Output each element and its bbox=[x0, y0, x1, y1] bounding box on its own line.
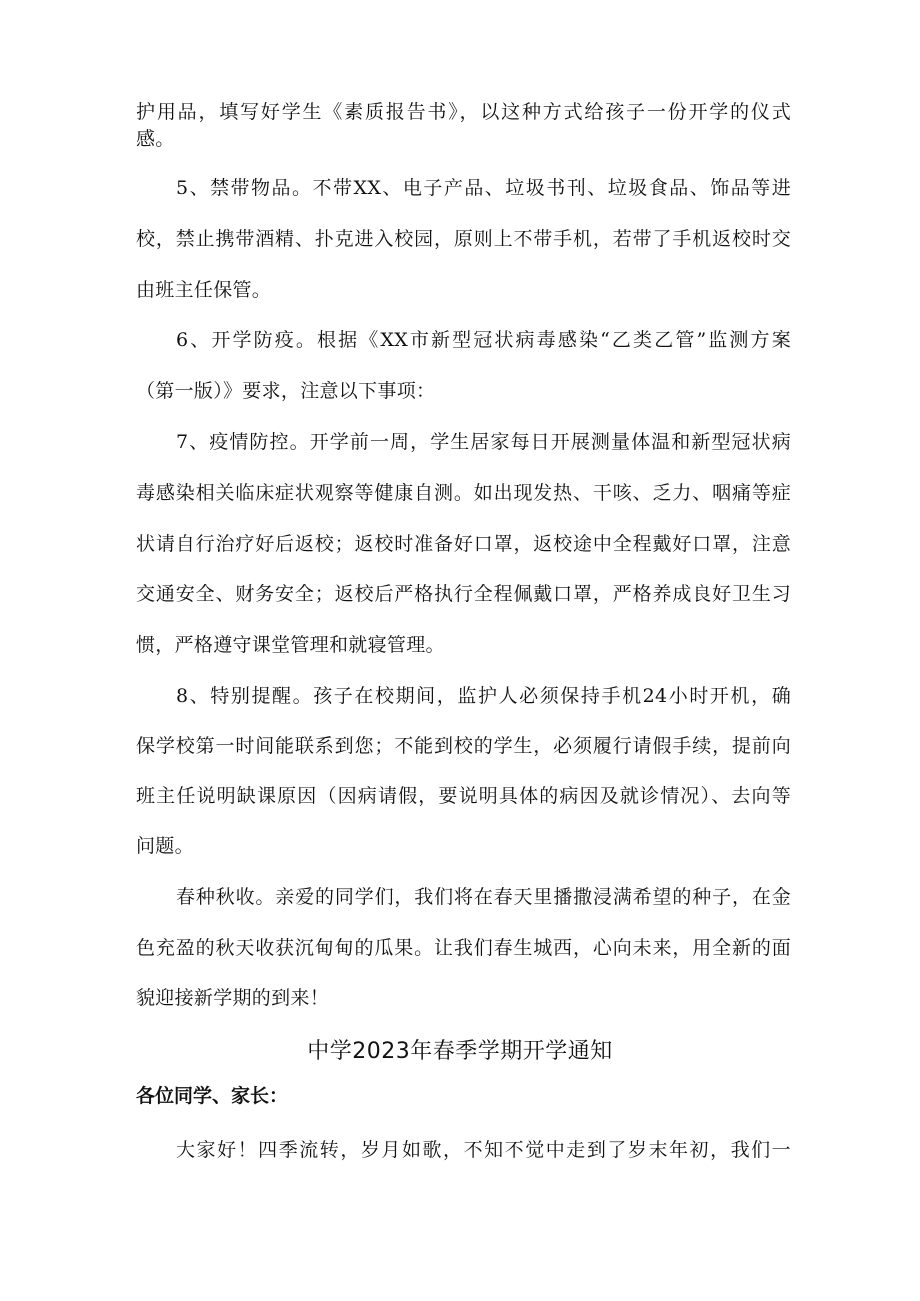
paragraph-line: 8、特别提醒。孩子在校期间，监护人必须保持手机24小时开机，确 bbox=[176, 685, 791, 707]
paragraph-line: 5、禁带物品。不带XX、电子产品、垃圾书刊、垃圾食品、饰品等进 bbox=[176, 177, 791, 199]
paragraph-line: 由班主任保管。 bbox=[136, 279, 272, 301]
paragraph-line: 状请自行治疗好后返校；返校时准备好口罩，返校途中全程戴好口罩，注意 bbox=[136, 533, 791, 555]
paragraph-line: 感。 bbox=[136, 128, 175, 150]
paragraph-line: 6、开学防疫。根据《XX市新型冠状病毒感染“乙类乙管”监测方案 bbox=[176, 329, 791, 351]
document-title: 中学2023年春季学期开学通知 bbox=[307, 1039, 613, 1064]
paragraph-line: 交通安全、财务安全；返校后严格执行全程佩戴口罩，严格养成良好卫生习 bbox=[136, 583, 791, 605]
greeting-line: 大家好！四季流转，岁月如歌，不知不觉中走到了岁末年初，我们一 bbox=[176, 1139, 791, 1161]
paragraph-line: 惯，严格遵守课堂管理和就寝管理。 bbox=[136, 634, 445, 656]
paragraph-line: 护用品，填写好学生《素质报告书》，以这种方式给孩子一份开学的仪式 bbox=[136, 101, 791, 123]
salutation: 各位同学、家长： bbox=[136, 1085, 289, 1107]
paragraph-line: 校，禁止携带酒精、扑克进入校园，原则上不带手机，若带了手机返校时交 bbox=[136, 228, 791, 250]
paragraph-line: 保学校第一时间能联系到您；不能到校的学生，必须履行请假手续，提前向 bbox=[136, 735, 791, 757]
paragraph-line: 春种秋收。亲爱的同学们，我们将在春天里播撒浸满希望的种子，在金 bbox=[176, 886, 791, 908]
paragraph-line: 班主任说明缺课原因（因病请假，要说明具体的病因及就诊情况）、去向等 bbox=[136, 785, 791, 807]
paragraph-line: 貌迎接新学期的到来！ bbox=[136, 987, 330, 1009]
paragraph-line: 7、疫情防控。开学前一周，学生居家每日开展测量体温和新型冠状病 bbox=[176, 431, 791, 453]
paragraph-line: 毒感染相关临床症状观察等健康自测。如出现发热、干咳、乏力、咽痛等症 bbox=[136, 482, 791, 504]
paragraph-line: 色充盈的秋天收获沉甸甸的瓜果。让我们春生城西，心向未来，用全新的面 bbox=[136, 937, 791, 959]
paragraph-line: （第一版）》要求，注意以下事项： bbox=[136, 380, 436, 402]
paragraph-line: 问题。 bbox=[136, 835, 194, 857]
